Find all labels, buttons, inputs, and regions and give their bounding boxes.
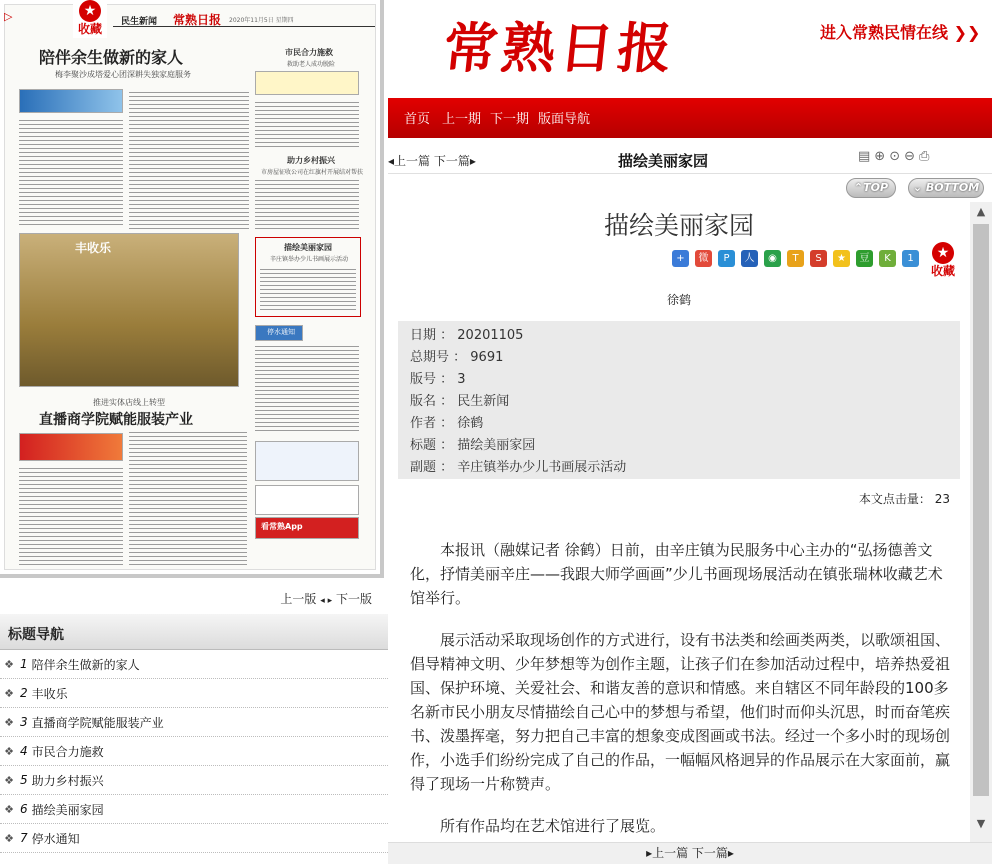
paper-subhead-1: 梅李聚沙成塔爱心团深耕失独家庭服务 xyxy=(55,70,191,79)
nav-title: 标题导航 xyxy=(0,614,388,650)
paper-boxed-sub: 辛庄镇举办少儿书画展示活动 xyxy=(270,256,349,263)
nav-item[interactable] xyxy=(0,650,388,679)
menu-next-issue[interactable]: 下一期 xyxy=(490,112,530,127)
nav-item[interactable] xyxy=(0,737,388,766)
nav-item-label: 停水通知 xyxy=(31,831,80,846)
favorite-button-left[interactable] xyxy=(73,0,107,38)
paper-brand: 常熟日报 xyxy=(173,13,222,27)
nav-item-number: 6 xyxy=(20,802,28,816)
paper-date: 2020年11月5日 星期四 xyxy=(229,17,294,24)
text-block xyxy=(129,429,247,565)
meta-value: 3 xyxy=(457,372,466,387)
meta-value: 徐鹤 xyxy=(457,416,484,431)
nav-item-label: 助力乡村振兴 xyxy=(31,773,104,788)
scroll-thumb[interactable] xyxy=(973,224,989,796)
meta-sep: ： xyxy=(436,372,458,387)
bullet-icon: ❖ xyxy=(4,657,14,671)
meta-sep: ： xyxy=(436,328,458,343)
meta-sep: ： xyxy=(436,394,458,409)
share-douban-icon[interactable]: 豆 xyxy=(856,250,873,267)
photo-harvest xyxy=(19,233,239,387)
nav-item-number: 7 xyxy=(20,831,28,845)
article-meta xyxy=(398,321,960,479)
text-block xyxy=(255,177,359,229)
paper-section-label: 民生新闻 xyxy=(121,17,158,27)
next-page-link[interactable]: 下一版 xyxy=(335,592,372,606)
paper-headline-3[interactable]: 直播商学院赋能服装产业 xyxy=(39,412,193,428)
paper-photo-caption[interactable]: 丰收乐 xyxy=(75,241,112,255)
hit-count-value: 23 xyxy=(934,492,950,506)
meta-key: 总期号 xyxy=(410,350,450,365)
right-column xyxy=(388,0,992,864)
qr-code-strip xyxy=(255,485,359,515)
paper-notice-title[interactable]: 停水通知 xyxy=(267,328,295,336)
article-toolbar xyxy=(388,144,992,174)
meta-value: 辛庄镇举办少儿书画展示活动 xyxy=(457,460,627,475)
meta-value: 描绘美丽家园 xyxy=(457,438,536,453)
zoom-reset-icon[interactable]: ⊙ xyxy=(889,149,905,164)
nav-item-label: 丰收乐 xyxy=(31,686,68,701)
scroll-down-icon[interactable]: ▼ xyxy=(976,817,986,830)
meta-sep: ： xyxy=(436,438,458,453)
share-sohu-icon[interactable]: S xyxy=(810,250,827,267)
photo-banner-1 xyxy=(19,89,123,113)
nav-item[interactable] xyxy=(0,795,388,824)
top-button[interactable]: ⌃TOP xyxy=(846,178,896,198)
prev-page-link[interactable]: 上一版 xyxy=(280,592,317,606)
article-body xyxy=(410,538,950,842)
meta-key: 版号 xyxy=(410,372,437,387)
paper-right-sub-2: 市房屋征收公司在红旗村开展结对帮扶 xyxy=(261,169,364,176)
share-bar xyxy=(672,250,919,267)
ad-block xyxy=(255,441,359,481)
nav-item-number: 5 xyxy=(20,773,28,787)
bullet-icon: ❖ xyxy=(4,773,14,787)
text-block xyxy=(19,465,123,565)
newspaper-page-frame xyxy=(0,0,384,578)
share-wechat-icon[interactable]: ◉ xyxy=(764,250,781,267)
share-kaixin-icon[interactable]: K xyxy=(879,250,896,267)
nav-item-label: 陪伴余生做新的家人 xyxy=(31,657,140,672)
article-paragraph: 所有作品均在艺术馆进行了展览。 xyxy=(440,817,666,835)
site-logo[interactable]: 常熟日报 xyxy=(440,16,679,80)
bullet-icon: ❖ xyxy=(4,744,14,758)
meta-key: 版名 xyxy=(410,394,437,409)
bullet-icon: ❖ xyxy=(4,715,14,729)
text-block xyxy=(260,266,356,312)
text-block xyxy=(189,89,249,229)
bottom-prev-next[interactable]: ▸上一篇 下一篇▸ xyxy=(388,842,992,864)
nav-item-number: 2 xyxy=(20,686,28,700)
left-column xyxy=(0,0,388,864)
newspaper-page-thumbnail[interactable] xyxy=(4,4,376,570)
meta-value: 20201105 xyxy=(457,328,524,343)
favorite-button-right[interactable] xyxy=(926,242,960,278)
share-tieba-icon[interactable]: T xyxy=(787,250,804,267)
paper-headline-1[interactable]: 陪伴余生做新的家人 xyxy=(39,48,184,67)
paper-right-sub-1: 救助老人成功脱险 xyxy=(287,61,336,68)
paper-highlight-box[interactable] xyxy=(255,237,361,317)
meta-row xyxy=(410,347,960,369)
photo-banner-3 xyxy=(19,433,123,461)
hit-count-label: 本文点击量： xyxy=(858,492,931,506)
meta-key: 日期 xyxy=(410,328,437,343)
scroll-buttons xyxy=(388,176,992,202)
bullet-icon: ❖ xyxy=(4,802,14,816)
toolbar-title: 描绘美丽家园 xyxy=(618,152,709,170)
share-count-icon[interactable]: 1 xyxy=(902,250,919,267)
meta-row xyxy=(410,457,960,479)
content-scrollbar[interactable] xyxy=(970,202,992,842)
print-icon[interactable]: ⎙ xyxy=(919,149,934,164)
bullet-icon: ❖ xyxy=(4,831,14,845)
title-navigation xyxy=(0,614,388,864)
meta-key: 作者 xyxy=(410,416,437,431)
share-more-icon[interactable]: + xyxy=(672,250,689,267)
menu-prev-issue[interactable]: 上一期 xyxy=(442,112,482,127)
meta-row xyxy=(410,413,960,435)
meta-row xyxy=(410,435,960,457)
hit-count xyxy=(859,490,950,507)
meta-value: 民生新闻 xyxy=(457,394,510,409)
bullet-icon: ❖ xyxy=(4,686,14,700)
nav-item[interactable] xyxy=(0,824,388,853)
menu-home[interactable]: 首页 xyxy=(404,112,431,127)
nav-item[interactable] xyxy=(0,708,388,737)
paper-headline-3-pre: 推进实体店线上转型 xyxy=(93,398,165,407)
nav-item-label: 直播商学院赋能服装产业 xyxy=(31,715,164,730)
text-block xyxy=(255,99,359,149)
star-icon: ★ xyxy=(932,242,954,264)
share-qzone-icon[interactable]: P xyxy=(718,250,735,267)
pager-arrows-icon: ◂ ▸ xyxy=(320,596,333,606)
share-weibo-icon[interactable]: 微 xyxy=(695,250,712,267)
article-title: 描绘美丽家园 xyxy=(603,211,754,240)
article-paragraph: 本报讯（融媒记者 徐鹤）日前，由辛庄镇为民服务中心主办的“弘扬德善文化，抒情美丽辛庄——我跟大师学画画”少儿书画现场展活动在镇张瑞林收藏艺术馆举行。 xyxy=(410,541,943,607)
favorite-label: 收藏 xyxy=(77,22,102,36)
nav-item-number: 4 xyxy=(20,744,28,758)
meta-row xyxy=(410,391,960,413)
page-pager xyxy=(0,588,384,608)
paper-boxed-title: 描绘美丽家园 xyxy=(284,243,332,252)
share-favorite-icon[interactable]: ★ xyxy=(833,250,850,267)
nav-item-number: 1 xyxy=(20,657,28,671)
main-menu xyxy=(388,98,992,138)
menu-page-nav[interactable]: 版面导航 xyxy=(538,112,591,127)
site-banner xyxy=(388,0,992,100)
nav-item-label: 描绘美丽家园 xyxy=(31,802,104,817)
page-corner-arrow-icon[interactable]: ▷ xyxy=(4,10,13,23)
favorite-label: 收藏 xyxy=(930,264,955,278)
article-prev-next[interactable]: ◂上一篇 下一篇▸ xyxy=(388,154,476,168)
zoom-out-icon[interactable]: ⊖ xyxy=(904,149,920,164)
meta-sep: ： xyxy=(436,416,458,431)
meta-value: 9691 xyxy=(470,350,504,365)
share-renren-icon[interactable]: 人 xyxy=(741,250,758,267)
article-paragraph: 展示活动采取现场创作的方式进行，设有书法类和绘画类两类，以歌颂祖国、倡导精神文明、少年梦想等为创作主题，让孩子们在参加活动过程中，培养热爱祖国、保护环境、关爱社会、和谐友善的意识和情感。来自辖区不同年龄段的100多名新市民小朋友尽情描绘自己心中的梦想与希望，他们时而仰头沉思，时而奋笔疾书、泼墨挥毫，努力把自己丰富的想象变成图画或书法。经过一个多小时的现场创作，小选手们纷纷完成了自己的作品，一幅幅风格迥异的作品展示在大家面前，赢得了现场一片称赞声。 xyxy=(410,631,951,793)
scroll-up-icon[interactable]: ▲ xyxy=(976,205,986,218)
meta-row xyxy=(410,325,960,347)
paper-right-title-1[interactable]: 市民合力施救 xyxy=(285,48,333,57)
meta-sep: ： xyxy=(436,460,458,475)
nav-item-number: 3 xyxy=(20,715,28,729)
nav-item[interactable] xyxy=(0,766,388,795)
article-author: 徐鹤 xyxy=(666,293,691,307)
copy-icon[interactable]: ▤ xyxy=(858,149,875,164)
zoom-in-icon[interactable]: ⊕ xyxy=(874,149,890,164)
meta-key: 副题 xyxy=(410,460,437,475)
nav-item-label: 市民合力施救 xyxy=(31,744,104,759)
paper-header xyxy=(113,13,375,27)
meta-key: 标题 xyxy=(410,438,437,453)
photo-logo xyxy=(255,71,359,95)
text-block xyxy=(19,117,123,227)
meta-row xyxy=(410,369,960,391)
paper-right-title-2[interactable]: 助力乡村振兴 xyxy=(287,156,335,165)
enter-minqing-link[interactable]: 进入常熟民情在线 ❯❯ xyxy=(820,23,981,42)
nav-item[interactable] xyxy=(0,679,388,708)
star-icon: ★ xyxy=(79,0,101,22)
text-block xyxy=(255,343,359,433)
meta-sep: ： xyxy=(449,350,471,365)
article-content xyxy=(388,202,970,842)
bottom-button[interactable]: ⌄ BOTTOM xyxy=(908,178,984,198)
paper-app-label: 看常熟App xyxy=(261,522,303,531)
view-tools xyxy=(858,149,933,164)
